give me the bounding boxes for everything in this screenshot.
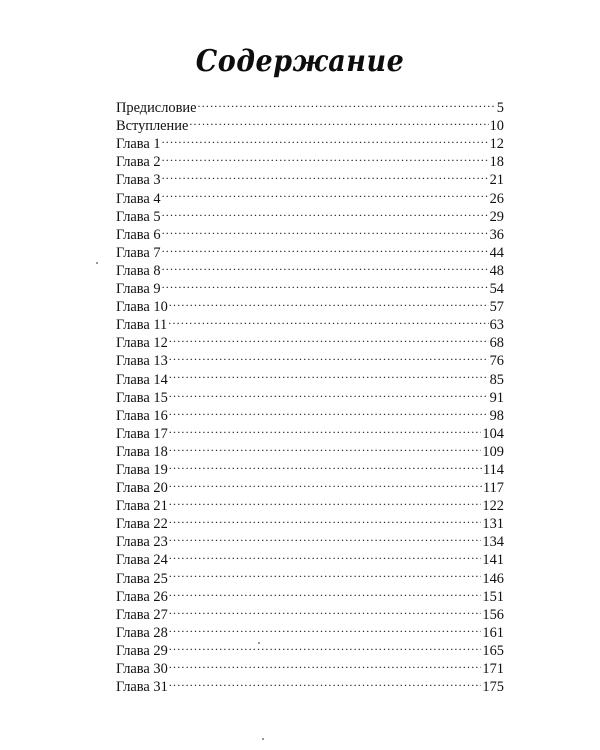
toc-entry-label: Глава 8	[116, 262, 161, 279]
toc-entry	[116, 148, 504, 171]
toc-entry-label: Глава 1	[116, 136, 161, 153]
toc-dot-leader	[197, 94, 495, 112]
toc-dot-leader	[169, 655, 482, 673]
toc-entry-label: Глава 10	[116, 299, 168, 316]
toc-entry	[116, 275, 504, 298]
toc-entry	[116, 347, 504, 370]
toc-entry-label: Глава 19	[116, 461, 168, 478]
toc-dot-leader	[169, 420, 482, 438]
toc-entry	[116, 221, 504, 243]
toc-entry-label: Глава 14	[116, 371, 168, 388]
toc-entry	[116, 203, 504, 225]
toc-dot-leader	[169, 583, 482, 601]
toc-entry	[116, 564, 504, 587]
toc-dot-leader	[169, 510, 482, 528]
toc-entry-label: Глава 28	[116, 624, 168, 641]
toc-entry-page-number: 48	[489, 262, 504, 279]
scan-speck	[96, 262, 98, 264]
toc-entry-label: Глава 16	[116, 407, 168, 424]
toc-entry	[116, 384, 504, 406]
toc-entry	[116, 365, 504, 388]
toc-entry-page-number: 122	[482, 498, 504, 515]
toc-entry-label: Глава 12	[116, 335, 168, 352]
toc-entry-page-number: 175	[482, 679, 504, 696]
toc-entry	[116, 184, 504, 207]
toc-dot-leader	[169, 546, 482, 564]
toc-entry	[116, 583, 504, 605]
toc-entry-page-number: 18	[489, 154, 504, 171]
toc-entry-label: Глава 20	[116, 480, 168, 497]
toc-entry	[116, 546, 504, 569]
toc-dot-leader	[169, 347, 489, 365]
toc-entry-page-number: 114	[482, 461, 504, 478]
toc-dot-leader	[169, 673, 482, 691]
toc-dot-leader	[169, 601, 482, 619]
toc-entry-page-number: 104	[482, 425, 504, 442]
toc-entry-page-number: 134	[482, 534, 504, 551]
toc-dot-leader	[162, 203, 489, 221]
toc-entry-page-number: 171	[482, 661, 504, 677]
toc-entry	[116, 510, 504, 533]
toc-entry	[116, 474, 504, 497]
toc-entry	[116, 673, 504, 696]
toc-entry	[116, 528, 504, 551]
toc-entry-page-number: 68	[489, 335, 504, 352]
toc-entry-page-number: 44	[489, 244, 504, 261]
toc-entry	[116, 94, 504, 117]
toc-entry-label: Глава 13	[116, 353, 168, 370]
toc-entry-page-number: 165	[482, 642, 504, 659]
scan-speck	[258, 642, 260, 644]
toc-entry	[116, 130, 504, 153]
toc-entry-page-number: 98	[489, 407, 504, 424]
toc-entry-page-number: 5	[496, 100, 504, 117]
toc-entry-label: Глава 22	[116, 516, 168, 533]
toc-entry	[116, 402, 504, 424]
toc-dot-leader	[162, 221, 489, 239]
toc-entry	[116, 637, 504, 659]
toc-entry	[116, 166, 504, 189]
toc-entry-page-number: 151	[482, 588, 504, 605]
toc-dot-leader	[162, 184, 489, 202]
toc-dot-leader	[169, 402, 489, 420]
toc-entry-page-number: 161	[482, 624, 504, 641]
toc-dot-leader	[162, 257, 489, 275]
toc-dot-leader	[169, 365, 489, 383]
toc-dot-leader	[169, 456, 482, 474]
toc-dot-leader	[162, 130, 489, 148]
toc-entry-label: Глава 26	[116, 588, 168, 605]
toc-entry-label: Глава 29	[116, 642, 168, 659]
toc-entry-label: Глава 15	[116, 389, 168, 406]
toc-dot-leader	[169, 384, 489, 402]
toc-dot-leader	[169, 528, 482, 546]
toc-entry-page-number: 54	[489, 281, 504, 298]
toc-dot-leader	[168, 311, 488, 329]
toc-dot-leader	[169, 293, 489, 311]
toc-entry-page-number: 156	[482, 606, 504, 623]
toc-dot-leader	[169, 637, 482, 655]
toc-entry-page-number: 146	[482, 570, 504, 587]
toc-entry	[116, 293, 504, 316]
toc-entry-label: Глава 23	[116, 534, 168, 551]
toc-dot-leader	[169, 438, 482, 456]
toc-dot-leader	[162, 166, 489, 184]
toc-entry-label: Глава 3	[116, 172, 161, 189]
toc-entry-page-number: 63	[489, 317, 504, 334]
toc-entry	[116, 655, 504, 677]
toc-entry-page-number: 117	[482, 480, 504, 497]
toc-entry	[116, 420, 504, 442]
toc-entry-page-number: 91	[489, 389, 504, 406]
toc-entry	[116, 619, 504, 641]
toc-dot-leader	[169, 329, 489, 347]
toc-entry-label: Глава 7	[116, 244, 161, 261]
toc-entry-page-number: 10	[489, 118, 504, 135]
toc-dot-leader	[162, 148, 489, 166]
toc-entry-label: Глава 25	[116, 570, 168, 587]
toc-entry-page-number: 131	[482, 516, 504, 533]
toc-entry-label: Глава 4	[116, 190, 161, 207]
toc-entry	[116, 329, 504, 352]
toc-entry-page-number: 141	[482, 552, 504, 569]
toc-entry	[116, 492, 504, 515]
toc-entry-page-number: 85	[489, 371, 504, 388]
toc-entry	[116, 311, 504, 334]
toc-entry-label: Глава 31	[116, 679, 168, 696]
toc-entry	[116, 456, 504, 478]
toc-entry-label: Глава 27	[116, 606, 168, 623]
toc-dot-leader	[169, 474, 482, 492]
toc-entry-label: Предисловие	[116, 100, 197, 117]
toc-entry-label: Глава 9	[116, 281, 161, 298]
toc-dot-leader	[189, 112, 488, 130]
toc-entry-label: Глава 24	[116, 552, 168, 569]
toc-entry-label: Глава 5	[116, 208, 161, 225]
table-of-contents	[116, 94, 504, 696]
toc-entry-label: Глава 11	[116, 317, 168, 334]
toc-dot-leader	[169, 492, 482, 510]
toc-entry	[116, 438, 504, 460]
toc-entry	[116, 239, 504, 261]
toc-entry	[116, 257, 504, 279]
toc-entry-label: Глава 6	[116, 226, 161, 243]
toc-entry-page-number: 29	[489, 208, 504, 225]
toc-entry-page-number: 21	[489, 172, 504, 189]
toc-dot-leader	[169, 619, 482, 637]
toc-entry-page-number: 12	[489, 136, 504, 153]
toc-entry-label: Глава 21	[116, 498, 168, 515]
toc-entry-page-number: 57	[489, 299, 504, 316]
toc-entry-label: Вступление	[116, 118, 189, 135]
toc-entry-label: Глава 17	[116, 425, 168, 442]
toc-entry-label: Глава 30	[116, 661, 168, 677]
toc-dot-leader	[162, 239, 489, 257]
toc-entry-page-number: 36	[489, 226, 504, 243]
page-title: Содержание	[195, 44, 405, 79]
toc-entry-page-number: 76	[489, 353, 504, 370]
toc-entry-label: Глава 18	[116, 443, 168, 460]
toc-entry-page-number: 26	[489, 190, 504, 207]
toc-entry-label: Глава 2	[116, 154, 161, 171]
toc-entry	[116, 601, 504, 623]
scan-speck	[262, 738, 264, 740]
toc-dot-leader	[169, 564, 482, 582]
toc-entry-page-number: 109	[482, 443, 504, 460]
toc-dot-leader	[162, 275, 489, 293]
